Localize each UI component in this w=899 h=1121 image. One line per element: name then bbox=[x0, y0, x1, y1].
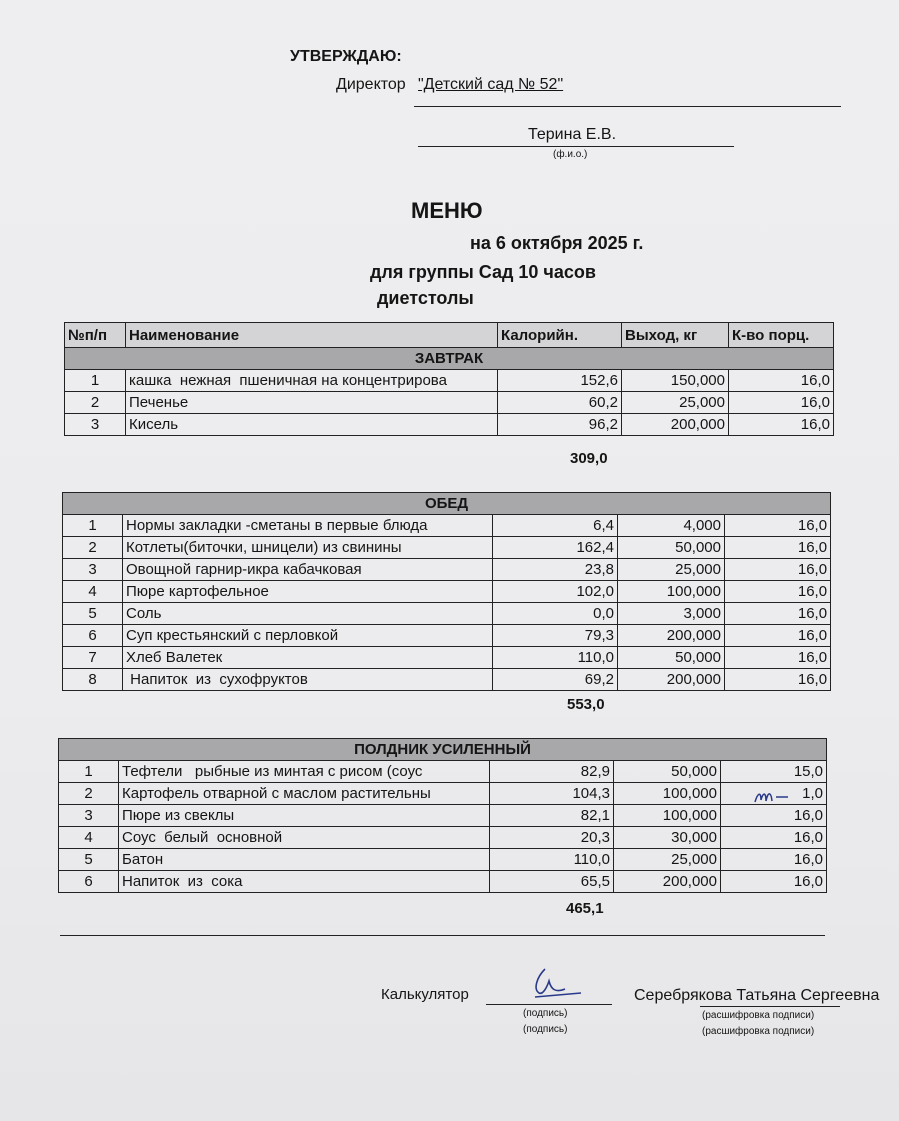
dish-output: 50,000 bbox=[618, 647, 725, 669]
dish-output: 100,000 bbox=[618, 581, 725, 603]
dish-portions: 16,0 bbox=[729, 370, 834, 392]
dish-portions: 16,0 bbox=[725, 625, 831, 647]
table-row bbox=[65, 370, 834, 392]
lunch-table bbox=[62, 492, 831, 691]
col-header-output: Выход, кг bbox=[622, 323, 729, 348]
dish-output: 100,000 bbox=[614, 805, 721, 827]
dish-portions: 16,0 bbox=[725, 603, 831, 625]
dish-output: 25,000 bbox=[622, 392, 729, 414]
snack-total: 465,1 bbox=[566, 900, 604, 917]
dish-output: 200,000 bbox=[618, 625, 725, 647]
dish-calories: 20,3 bbox=[490, 827, 614, 849]
col-header-number: №п/п bbox=[65, 323, 126, 348]
row-number: 1 bbox=[63, 515, 123, 537]
dish-output: 100,000 bbox=[614, 783, 721, 805]
dish-name: Печенье bbox=[126, 392, 498, 414]
dish-calories: 60,2 bbox=[498, 392, 622, 414]
dish-name: Напиток из сока bbox=[119, 871, 490, 893]
row-number: 5 bbox=[63, 603, 123, 625]
dish-calories: 0,0 bbox=[493, 603, 618, 625]
row-number: 4 bbox=[63, 581, 123, 603]
menu-diet: диетстолы bbox=[377, 288, 474, 308]
row-number: 7 bbox=[63, 647, 123, 669]
menu-date: на 6 октября 2025 г. bbox=[470, 233, 644, 253]
breakfast-table bbox=[64, 322, 834, 436]
dish-calories: 110,0 bbox=[490, 849, 614, 871]
decode-line bbox=[700, 1006, 840, 1007]
dish-name: Батон bbox=[119, 849, 490, 871]
lunch-total: 553,0 bbox=[567, 696, 605, 713]
table-row bbox=[63, 603, 831, 625]
row-number: 8 bbox=[63, 669, 123, 691]
dish-name: кашка нежная пшеничная на концентрирова bbox=[126, 370, 498, 392]
table-row bbox=[59, 849, 827, 871]
dish-name: Нормы закладки -сметаны в первые блюда bbox=[123, 515, 493, 537]
dish-name: Кисель bbox=[126, 414, 498, 436]
row-number: 3 bbox=[59, 805, 119, 827]
table-row bbox=[63, 537, 831, 559]
dish-portions: 16,0 bbox=[725, 647, 831, 669]
dish-calories: 23,8 bbox=[493, 559, 618, 581]
dish-portions: 16,0 bbox=[721, 805, 827, 827]
section-title: ЗАВТРАК bbox=[65, 348, 834, 370]
table-row bbox=[63, 559, 831, 581]
dish-portions: 16,0 bbox=[721, 871, 827, 893]
dish-name: Суп крестьянский с перловкой bbox=[123, 625, 493, 647]
fio-underline bbox=[418, 146, 734, 147]
handwritten-correction-mark bbox=[752, 786, 796, 808]
approve-heading: УТВЕРЖДАЮ: bbox=[290, 48, 402, 65]
section-row-snack bbox=[59, 739, 827, 761]
dish-output: 25,000 bbox=[614, 849, 721, 871]
dish-calories: 82,1 bbox=[490, 805, 614, 827]
dish-calories: 152,6 bbox=[498, 370, 622, 392]
dish-output: 3,000 bbox=[618, 603, 725, 625]
dish-portions: 16,0 bbox=[729, 414, 834, 436]
table-row bbox=[63, 647, 831, 669]
dish-calories: 162,4 bbox=[493, 537, 618, 559]
handwritten-signature bbox=[515, 963, 585, 1003]
dish-calories: 110,0 bbox=[493, 647, 618, 669]
dish-portions: 16,0 bbox=[729, 392, 834, 414]
dish-name: Соус белый основной bbox=[119, 827, 490, 849]
director-underline bbox=[414, 106, 841, 107]
section-row-lunch bbox=[63, 493, 831, 515]
dish-name: Хлеб Валетек bbox=[123, 647, 493, 669]
row-number: 2 bbox=[65, 392, 126, 414]
dish-output: 200,000 bbox=[614, 871, 721, 893]
table-row bbox=[59, 783, 827, 805]
table-row bbox=[59, 871, 827, 893]
dish-calories: 69,2 bbox=[493, 669, 618, 691]
section-title: ОБЕД bbox=[63, 493, 831, 515]
row-number: 1 bbox=[65, 370, 126, 392]
row-number: 5 bbox=[59, 849, 119, 871]
dish-portions: 16,0 bbox=[725, 515, 831, 537]
dish-portions: 16,0 bbox=[725, 537, 831, 559]
row-number: 2 bbox=[59, 783, 119, 805]
dish-portions: 15,0 bbox=[721, 761, 827, 783]
bottom-divider bbox=[60, 935, 825, 936]
row-number: 1 bbox=[59, 761, 119, 783]
dish-name: Картофель отварной с маслом растительны bbox=[119, 783, 490, 805]
dish-output: 30,000 bbox=[614, 827, 721, 849]
row-number: 2 bbox=[63, 537, 123, 559]
menu-group: для группы Сад 10 часов bbox=[370, 262, 596, 282]
row-number: 4 bbox=[59, 827, 119, 849]
col-header-calories: Калорийн. bbox=[498, 323, 622, 348]
col-header-portions: К-во порц. bbox=[729, 323, 834, 348]
dish-portions: 16,0 bbox=[721, 849, 827, 871]
calculator-label: Калькулятор bbox=[381, 986, 469, 1003]
decode-caption: (расшифровка подписи) bbox=[702, 1026, 815, 1037]
table-row bbox=[63, 669, 831, 691]
section-title: ПОЛДНИК УСИЛЕННЫЙ bbox=[59, 739, 827, 761]
dish-portions: 16,0 bbox=[725, 669, 831, 691]
dish-name: Напиток из сухофруктов bbox=[123, 669, 493, 691]
dish-calories: 79,3 bbox=[493, 625, 618, 647]
fio-name: Терина Е.В. bbox=[528, 126, 617, 143]
signature-line bbox=[486, 1004, 612, 1005]
dish-name: Тефтели рыбные из минтая с рисом (соус bbox=[119, 761, 490, 783]
dish-calories: 104,3 bbox=[490, 783, 614, 805]
dish-portions: 16,0 bbox=[725, 581, 831, 603]
menu-title: МЕНЮ bbox=[411, 198, 483, 223]
dish-portions: 1,0 bbox=[721, 783, 827, 805]
decode-caption: (расшифровка подписи) bbox=[702, 1010, 815, 1021]
table-row bbox=[59, 805, 827, 827]
row-number: 6 bbox=[59, 871, 119, 893]
dish-calories: 82,9 bbox=[490, 761, 614, 783]
dish-output: 50,000 bbox=[618, 537, 725, 559]
dish-output: 150,000 bbox=[622, 370, 729, 392]
table-row bbox=[63, 581, 831, 603]
table-row bbox=[65, 392, 834, 414]
dish-portions: 16,0 bbox=[725, 559, 831, 581]
dish-name: Пюре из свеклы bbox=[119, 805, 490, 827]
dish-calories: 6,4 bbox=[493, 515, 618, 537]
dish-calories: 65,5 bbox=[490, 871, 614, 893]
row-number: 3 bbox=[63, 559, 123, 581]
dish-name: Соль bbox=[123, 603, 493, 625]
table-row bbox=[63, 515, 831, 537]
section-row-breakfast bbox=[65, 348, 834, 370]
fio-caption: (ф.и.о.) bbox=[553, 149, 588, 160]
director-org: "Детский сад № 52" bbox=[418, 76, 564, 93]
dish-output: 200,000 bbox=[622, 414, 729, 436]
signature-caption: (подпись) bbox=[523, 1008, 568, 1019]
dish-output: 200,000 bbox=[618, 669, 725, 691]
row-number: 3 bbox=[65, 414, 126, 436]
signature-caption: (подпись) bbox=[523, 1024, 568, 1035]
calculator-name: Серебрякова Татьяна Сергеевна bbox=[634, 987, 880, 1004]
dish-name: Пюре картофельное bbox=[123, 581, 493, 603]
dish-output: 50,000 bbox=[614, 761, 721, 783]
dish-calories: 96,2 bbox=[498, 414, 622, 436]
table-row bbox=[65, 414, 834, 436]
dish-calories: 102,0 bbox=[493, 581, 618, 603]
table-row bbox=[63, 625, 831, 647]
breakfast-total: 309,0 bbox=[570, 450, 608, 467]
dish-output: 25,000 bbox=[618, 559, 725, 581]
table-row bbox=[59, 761, 827, 783]
row-number: 6 bbox=[63, 625, 123, 647]
col-header-name: Наименование bbox=[126, 323, 498, 348]
table-header-row bbox=[65, 323, 834, 348]
snack-table bbox=[58, 738, 827, 893]
director-label: Директор bbox=[336, 76, 406, 93]
dish-portions: 16,0 bbox=[721, 827, 827, 849]
dish-name: Овощной гарнир-икра кабачковая bbox=[123, 559, 493, 581]
table-row bbox=[59, 827, 827, 849]
dish-output: 4,000 bbox=[618, 515, 725, 537]
dish-name: Котлеты(биточки, шницели) из свинины bbox=[123, 537, 493, 559]
